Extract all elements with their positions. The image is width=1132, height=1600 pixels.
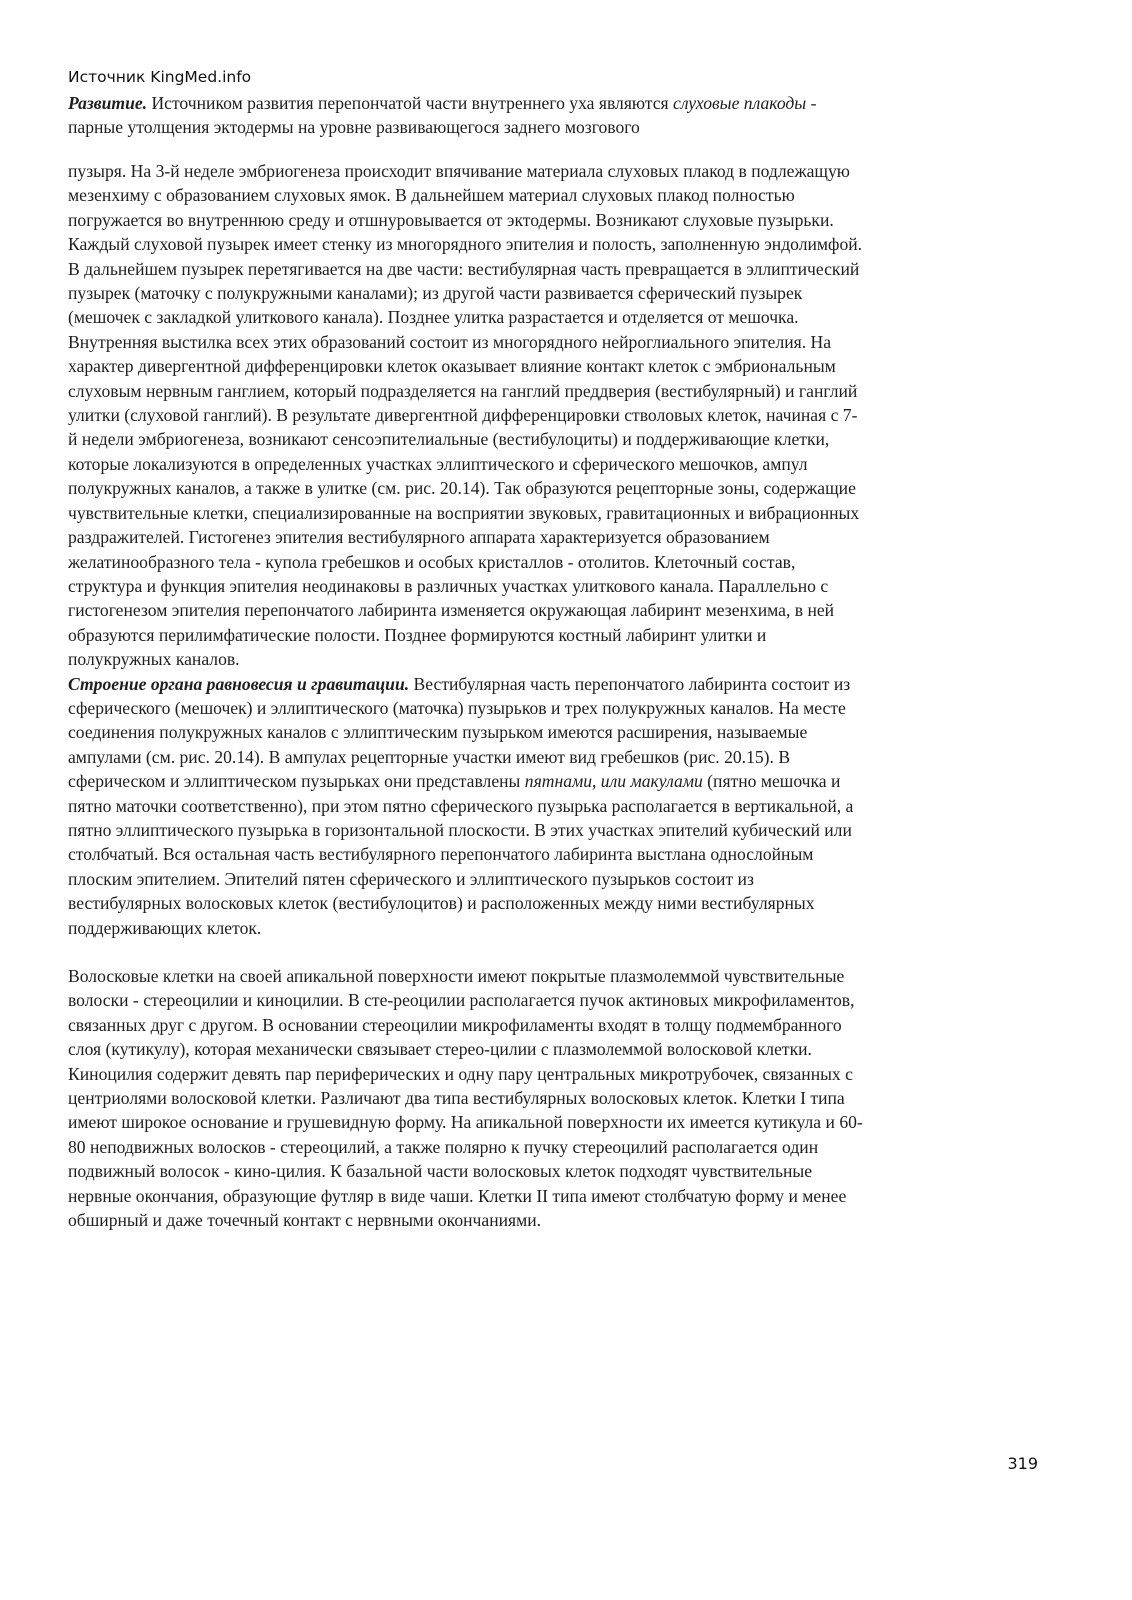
text-line: 80 неподвижных волосков - стереоцилий, а также полярно к пучку стереоцилий располагается один [68, 1136, 819, 1157]
text-line: слуховым нервным ганглием, который подразделяется на ганглий преддверия (вестибулярный) и ганглий [68, 380, 858, 401]
section-heading-vestibular: Строение органа равновесия и гравитации. [68, 673, 410, 694]
text-line: структура и функция эпителия неодинаковы в различных участках улиткового канала. Параллельно с [68, 575, 829, 596]
text-line: гистогенезом эпителия перепончатого лабиринта изменяется окружающая лабиринт мезенхима, в ней [68, 600, 835, 621]
text-line: образуются перилимфатические полости. Позднее формируются костный лабиринт улитки и [68, 624, 767, 645]
text-line: Внутренняя выстилка всех этих образований состоит из многорядного нейроглиального эпителия. На [68, 331, 832, 352]
text-line: соединения полукружных каналов с эллиптическим пузырьком имеются расширения, называемые [68, 722, 808, 743]
text-line: Волосковые клетки на своей апикальной поверхности имеют покрытые плазмолеммой чувствительные [68, 966, 845, 986]
text-line: характер дивергентной дифференцировки клеток оказывает влияние контакт клеток с эмбриональным [68, 356, 836, 377]
text-line: желатинообразного тела - купола гребешков и особых кристаллов - отолитов. Клеточный состав, [68, 551, 796, 572]
italic-term: слуховые плакоды [673, 93, 807, 113]
page-number: 319 [1007, 1454, 1038, 1473]
text-line [68, 769, 1060, 793]
text-line: В дальнейшем пузырек перетягивается на две части: вестибулярная часть превращается в эллиптический [68, 258, 860, 279]
hair-cells-paragraph [68, 964, 1060, 1232]
text-run: сферическом и эллиптическом пузырьках они представлены [68, 771, 525, 792]
source-header: Источник KingMed.info [68, 68, 252, 86]
text-line: пятно эллиптического пузырька в горизонтальной плоскости. В этих участках эпителий кубический или [68, 819, 852, 840]
text-line: пузыря. На 3-й неделе эмбриогенеза происходит впячивание материала слуховых плакод в подлежащую [68, 161, 850, 181]
text-line: Киноцилия содержит девять пар периферических и одну пару центральных микротрубочек, связанных с [68, 1063, 853, 1084]
text-line: погружается во внутреннюю среду и отшнуровывается от эктодермы. Возникают слуховые пузырьки. [68, 209, 834, 230]
text-line: полукружных каналов, а также в улитке (см. рис. 20.14). Так образуются рецепторные зоны, содержащие [68, 478, 856, 499]
text-line: мезенхиму с образованием слуховых ямок. В дальнейшем материал слуховых плакод полностью [68, 185, 795, 206]
text-line: слоя (кутикулу), которая механически связывает стерео-цилии с плазмолеммой волосковой клетки. [68, 1039, 812, 1060]
development-intro [68, 91, 1060, 140]
text-run: Вестибулярная часть перепончатого лабиринта состоит из [409, 673, 851, 694]
text-line: вестибулярных волосковых клеток (вестибулоцитов) и расположенных между ними вестибулярных [68, 893, 815, 914]
text-line: связанных друг с другом. В основании стереоцилии микрофиламенты входят в толщу подмембранного [68, 1014, 842, 1035]
text-line: улитки (слуховой ганглий). В результате дивергентной дифференцировки стволовых клеток, начиная с 7- [68, 405, 858, 426]
text-line: й недели эмбриогенеза, возникают сенсоэпителиальные (вестибулоциты) и поддерживающие клетки, [68, 429, 830, 450]
text-line: раздражителей. Гистогенез эпителия вестибулярного аппарата характеризуется образованием [68, 527, 770, 548]
text-line: нервные окончания, образующие футляр в виде чаши. Клетки II типа имеют столбчатую форму и менее [68, 1185, 847, 1206]
text-line: подвижный волосок - кино-цилия. К базальной части волосковых клеток подходят чувствительные [68, 1161, 813, 1182]
text-line [68, 91, 1060, 115]
development-paragraph [68, 159, 1060, 940]
italic-term: пятнами, или макулами [524, 771, 703, 792]
text-run: Источником развития перепончатой части внутреннего уха являются [147, 93, 674, 113]
text-line: которые локализуются в определенных участках эллиптического и сферического мешочков, ампул [68, 453, 808, 474]
text-line: ампулами (см. рис. 20.14). В ампулах рецепторные участки имеют вид гребешков (рис. 20.15). В [68, 746, 791, 767]
section-heading-development: Развитие. [68, 93, 148, 113]
text-run: (пятно мешочка и [702, 771, 841, 792]
text-line: столбчатый. Вся остальная часть вестибулярного перепончатого лабиринта выстлана однослойным [68, 844, 814, 865]
text-line: парные утолщения эктодермы на уровне развивающегося заднего мозгового [68, 117, 640, 138]
text-line [68, 672, 1060, 696]
text-line: имеют широкое основание и грушевидную форму. На апикальной поверхности их имеется кутикула и 60- [68, 1112, 863, 1133]
text-line: (мешочек с закладкой улиткового канала). Позднее улитка разрастается и отделяется от мешочка. [68, 307, 799, 328]
text-line: пятно маточки соответственно), при этом пятно сферического пузырька располагается в вертикальной, а [68, 795, 854, 816]
text-line: обширный и даже точечный контакт с нервными окончаниями. [68, 1210, 542, 1231]
text-line: волоски - стереоцилии и киноцилии. В сте-реоцилии располагается пучок актиновых микрофиламентов, [68, 990, 855, 1011]
text-line: пузырек (маточку с полукружными каналами); из другой части развивается сферический пузырек [68, 283, 803, 304]
text-line: сферического (мешочек) и эллиптического (маточка) пузырьков и трех полукружных каналов. На месте [68, 697, 846, 718]
text-line: поддерживающих клеток. [68, 917, 262, 938]
text-line: полукружных каналов. [68, 649, 240, 670]
text-line: центриолями волосковой клетки. Различают два типа вестибулярных волосковых клеток. Клетки I типа [68, 1088, 845, 1109]
text-line: Каждый слуховой пузырек имеет стенку из многорядного эпителия и полость, заполненную эндолимфой. [68, 234, 863, 255]
text-line: плоским эпителием. Эпителий пятен сферического и эллиптического пузырьков состоит из [68, 868, 754, 889]
text-line: чувствительные клетки, специализированные на восприятии звуковых, гравитационных и вибрационных [68, 502, 860, 523]
text-run: - [806, 93, 817, 113]
